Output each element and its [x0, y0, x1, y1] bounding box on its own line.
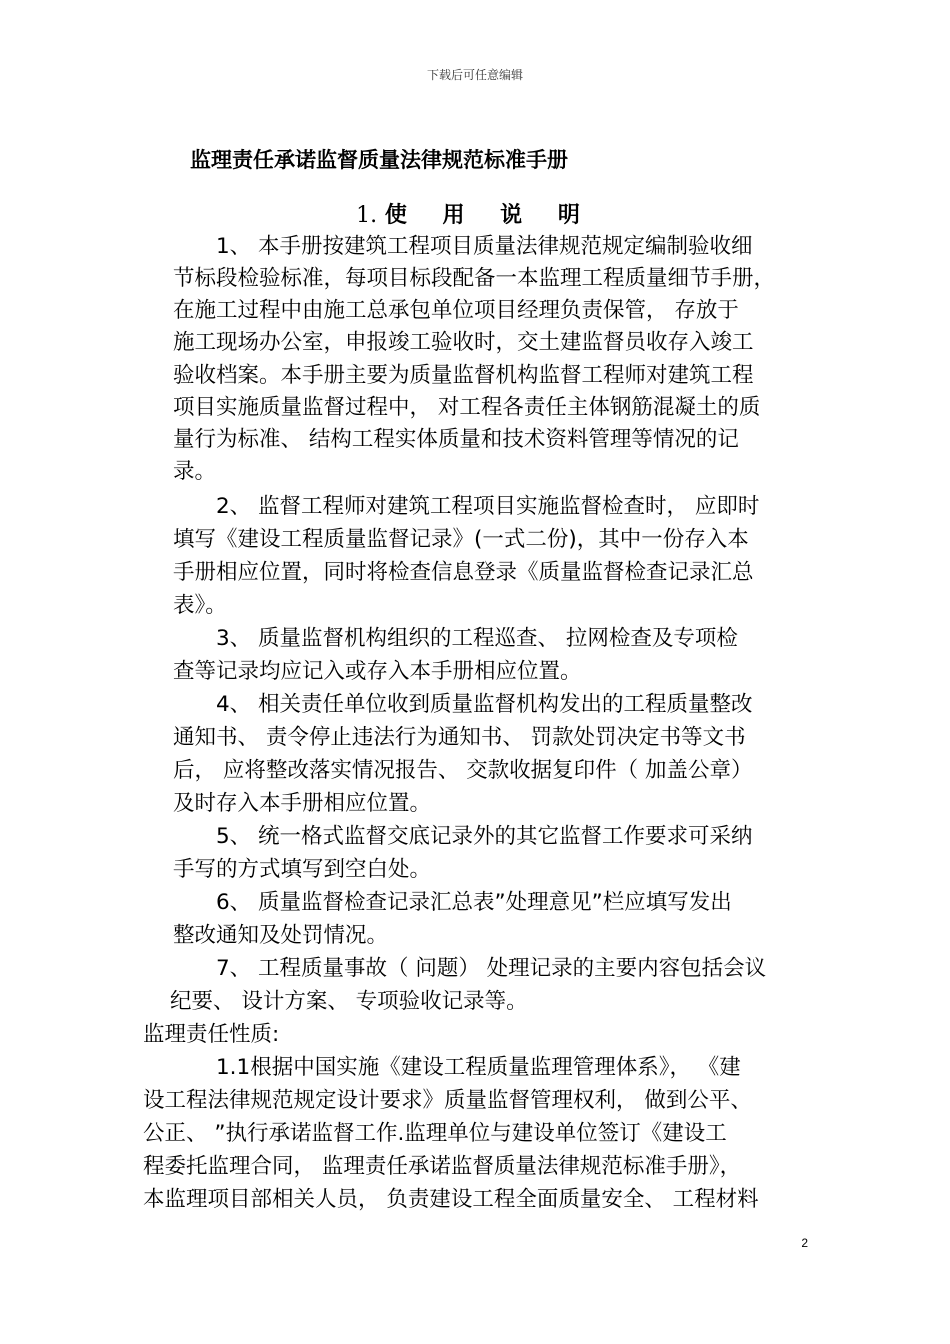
body-line: 1、 本手册按建筑工程项目质量法律规范规定编制验收细 — [216, 234, 753, 259]
body-line: 施工现场办公室，申报竣工验收时，交土建监督员收存入竣工 — [173, 330, 754, 355]
body-line: 通知书、 责令停止违法行为通知书、 罚款处罚决定书等文书 — [173, 725, 746, 750]
body-line: 4、 相关责任单位收到质量监督机构发出的工程质量整改 — [216, 692, 753, 717]
body-line: 节标段检验标准，每项目标段配备一本监理工程质量细节手册， — [173, 266, 776, 291]
body-line: 验收档案。本手册主要为质量监督机构监督工程师对建筑工程 — [173, 363, 754, 388]
section-title: 使 用 说 明 — [384, 203, 594, 228]
section-heading — [0, 198, 950, 229]
body-line: 及时存入本手册相应位置。 — [173, 791, 432, 816]
body-line: 公正、 ”执行承诺监督工作.监理单位与建设单位签订《建设工 — [143, 1121, 727, 1146]
body-line: 项目实施质量监督过程中， 对工程各责任主体钢筋混凝土的质 — [173, 395, 761, 420]
body-line: 7、 工程质量事故（ 问题） 处理记录的主要内容包括会议 — [216, 956, 767, 981]
section-number: 1. — [356, 203, 378, 228]
body-line: 1.1根据中国实施《建设工程质量监理管理体系》， 《建 — [216, 1055, 741, 1080]
body-line: 6、 质量监督检查记录汇总表”处理意见”栏应填写发出 — [216, 890, 732, 915]
body-line: 设工程法律规范规定设计要求》质量监督管理权利， 做到公平、 — [143, 1088, 752, 1113]
body-line: 3、 质量监督机构组织的工程巡查、 拉网检查及专项检 — [216, 626, 738, 651]
body-line: 程委托监理合同， 监理责任承诺监督质量法律规范标准手册》， — [143, 1154, 742, 1179]
body-line: 表》。 — [173, 593, 227, 618]
page-number: 2 — [801, 1236, 808, 1250]
body-line: 查等记录均应记入或存入本手册相应位置。 — [173, 659, 582, 684]
body-line: 录。 — [173, 459, 217, 484]
body-line: 2、 监督工程师对建筑工程项目实施监督检查时， 应即时 — [216, 494, 760, 519]
body-line: 纪要、 设计方案、 专项验收记录等。 — [170, 989, 528, 1014]
subheading-line: 监理责任性质: — [143, 1022, 280, 1047]
body-line: 手写的方式填写到空白处。 — [173, 857, 432, 882]
body-line: 填写《建设工程质量监督记录》(一式二份)，其中一份存入本 — [173, 527, 749, 552]
body-line: 整改通知及处罚情况。 — [173, 923, 389, 948]
body-line: 5、 统一格式监督交底记录外的其它监督工作要求可采纳 — [216, 824, 753, 849]
body-line: 后， 应将整改落实情况报告、 交款收据复印件（ 加盖公章） — [173, 758, 753, 783]
document-title: 监理责任承诺监督质量法律规范标准手册 — [190, 148, 568, 172]
body-line: 在施工过程中由施工总承包单位项目经理负责保管， 存放于 — [173, 298, 739, 323]
body-line: 本监理项目部相关人员， 负责建设工程全面质量安全、 工程材料 — [143, 1187, 759, 1212]
body-line: 量行为标准、 结构工程实体质量和技术资料管理等情况的记 — [173, 427, 739, 452]
body-line: 手册相应位置，同时将检查信息登录《质量监督检查记录汇总 — [173, 560, 754, 585]
page-header-note: 下载后可任意编辑 — [426, 68, 523, 82]
